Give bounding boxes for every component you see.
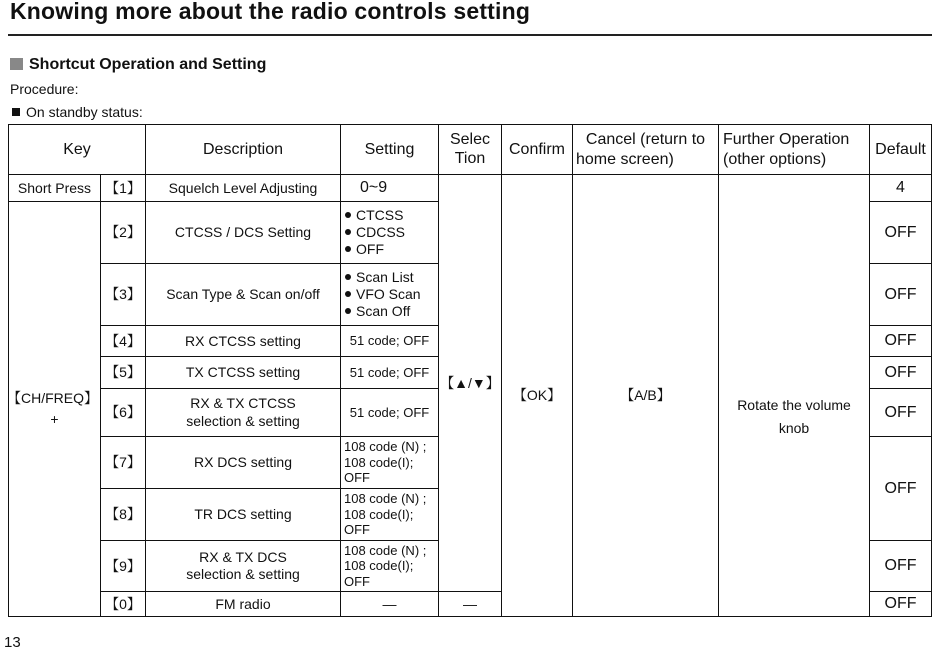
row-10-default: OFF [869, 591, 932, 617]
row-5-default: OFF [869, 356, 932, 389]
row-1-description: Squelch Level Adjusting [145, 174, 341, 202]
header-confirm: Confirm [501, 124, 573, 175]
key-3: 【3】 [100, 263, 146, 326]
row-3-default: OFF [869, 263, 932, 326]
row-8-setting: 108 code (N) ; 108 code(I); OFF [340, 488, 439, 541]
key-9: 【9】 [100, 540, 146, 592]
row-9-default: OFF [869, 540, 932, 592]
row-4-description: RX CTCSS setting [145, 325, 341, 357]
key-1: 【1】 [100, 174, 146, 202]
header-default: Default [869, 124, 932, 175]
section-title [10, 56, 266, 74]
header-cancel: Cancel (return to home screen) [572, 124, 719, 175]
row-9-setting: 108 code (N) ; 108 code(I); OFF [340, 540, 439, 592]
standby-text: On standby status: [26, 104, 143, 120]
row-4-default: OFF [869, 325, 932, 357]
title-rule [8, 34, 932, 36]
row-4-setting: 51 code; OFF [340, 325, 439, 357]
key-5: 【5】 [100, 356, 146, 389]
bullet-dot-icon [345, 212, 351, 218]
shortcut-table [8, 124, 932, 617]
row-2-setting-options: CTCSS CDCSS OFF [340, 201, 439, 264]
key-7: 【7】 [100, 436, 146, 489]
square-bullet-icon [12, 108, 20, 116]
bullet-dot-icon [345, 274, 351, 280]
row-10-description: FM radio [145, 591, 341, 617]
bullet-dot-icon [345, 246, 351, 252]
row-9-description: RX & TX DCS selection & setting [145, 540, 341, 592]
standby-label [10, 104, 143, 120]
row-8-description: TR DCS setting [145, 488, 341, 541]
row-1-default: 4 [869, 174, 932, 202]
section-title-text: Shortcut Operation and Setting [29, 56, 267, 73]
row-3-description: Scan Type & Scan on/off [145, 263, 341, 326]
row-2-default: OFF [869, 201, 932, 264]
procedure-label: Procedure: [10, 81, 79, 97]
key-2: 【2】 [100, 201, 146, 264]
row-10-selection: — [438, 591, 502, 617]
key-4: 【4】 [100, 325, 146, 357]
cancel-ab: 【A/B】 [572, 174, 719, 617]
key-0: 【0】 [100, 591, 146, 617]
row-1-setting: 0~9 [340, 174, 439, 202]
header-setting: Setting [340, 124, 439, 175]
header-further-operation: Further Operation (other options) [718, 124, 870, 175]
row-7-8-default: OFF [869, 436, 932, 541]
bullet-dot-icon [345, 308, 351, 314]
row-5-setting: 51 code; OFF [340, 356, 439, 389]
key-8: 【8】 [100, 488, 146, 541]
short-press-label: Short Press [8, 174, 101, 202]
header-key: Key [8, 124, 146, 175]
row-3-setting-options: Scan List VFO Scan Scan Off [340, 263, 439, 326]
header-selection: Selec Tion [438, 124, 502, 175]
row-2-description: CTCSS / DCS Setting [145, 201, 341, 264]
further-operation-volume-knob: Rotate the volume knob [718, 174, 870, 617]
ch-freq-key: 【CH/FREQ】 + [8, 201, 101, 617]
row-6-setting: 51 code; OFF [340, 388, 439, 437]
row-6-default: OFF [869, 388, 932, 437]
row-7-description: RX DCS setting [145, 436, 341, 489]
bullet-dot-icon [345, 291, 351, 297]
header-description: Description [145, 124, 341, 175]
page-number: 13 [4, 634, 21, 651]
row-6-description: RX & TX CTCSS selection & setting [145, 388, 341, 437]
square-bullet-icon [10, 58, 23, 70]
row-7-setting: 108 code (N) ; 108 code(I); OFF [340, 436, 439, 489]
bullet-dot-icon [345, 229, 351, 235]
key-6: 【6】 [100, 388, 146, 437]
row-10-setting: — [340, 591, 439, 617]
row-5-description: TX CTCSS setting [145, 356, 341, 389]
confirm-ok: 【OK】 [501, 174, 573, 617]
page-title: Knowing more about the radio controls setting [10, 0, 531, 24]
selection-arrows: 【▲/▼】 [438, 174, 502, 592]
